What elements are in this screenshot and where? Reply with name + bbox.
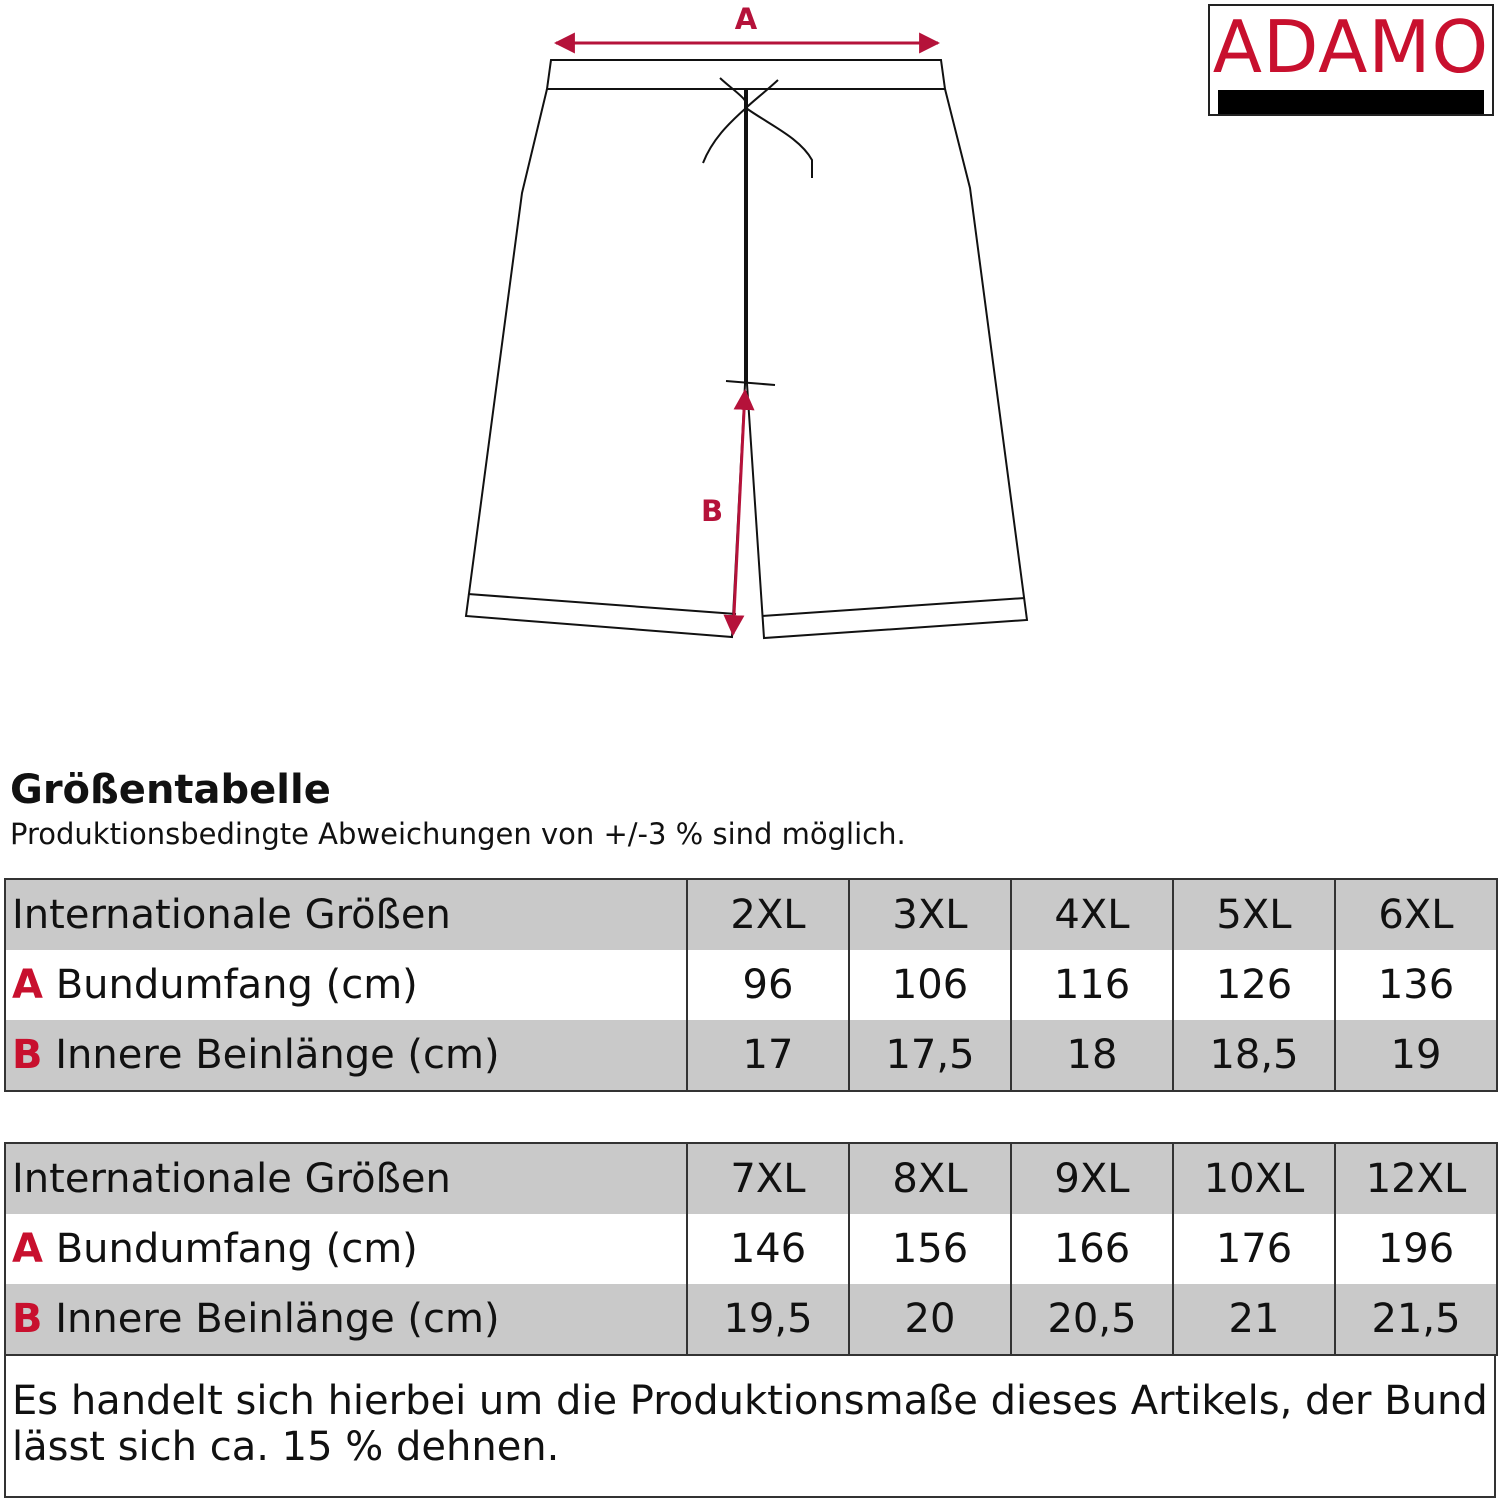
value-cell: 96 xyxy=(687,950,849,1020)
value-cell: 166 xyxy=(1011,1214,1173,1284)
value-cell: 18,5 xyxy=(1173,1020,1335,1091)
brand-logo xyxy=(1208,4,1494,116)
right-hem-line xyxy=(762,598,1025,616)
row-key-a: A xyxy=(12,1226,43,1272)
size-cell: 7XL xyxy=(687,1143,849,1214)
header-label: Internationale Größen xyxy=(5,1143,687,1214)
size-cell: 10XL xyxy=(1173,1143,1335,1214)
value-cell: 17 xyxy=(687,1020,849,1091)
label-b: B xyxy=(700,494,724,528)
value-cell: 17,5 xyxy=(849,1020,1011,1091)
value-cell: 116 xyxy=(1011,950,1173,1020)
brand-logo-bar xyxy=(1218,90,1484,114)
value-cell: 126 xyxy=(1173,950,1335,1020)
table-row-waist xyxy=(5,1214,1497,1284)
value-cell: 18 xyxy=(1011,1020,1173,1091)
value-cell: 196 xyxy=(1335,1214,1497,1284)
value-cell: 20,5 xyxy=(1011,1284,1173,1355)
value-cell: 19 xyxy=(1335,1020,1497,1091)
row-label-text: Innere Beinlänge (cm) xyxy=(55,1032,500,1078)
row-label-text: Innere Beinlänge (cm) xyxy=(55,1296,500,1342)
value-cell: 176 xyxy=(1173,1214,1335,1284)
value-cell: 136 xyxy=(1335,950,1497,1020)
row-label xyxy=(5,950,687,1020)
value-cell: 21 xyxy=(1173,1284,1335,1355)
size-cell: 4XL xyxy=(1011,879,1173,950)
table-header-row xyxy=(5,879,1497,950)
row-key-b: B xyxy=(12,1296,43,1342)
waistband-outline xyxy=(547,60,945,89)
drawstring xyxy=(746,80,812,178)
table-row-inseam xyxy=(5,1284,1497,1355)
value-cell: 106 xyxy=(849,950,1011,1020)
row-label-text: Bundumfang (cm) xyxy=(55,962,418,1008)
size-cell: 8XL xyxy=(849,1143,1011,1214)
size-cell: 9XL xyxy=(1011,1143,1173,1214)
row-key-a: A xyxy=(12,962,43,1008)
value-cell: 21,5 xyxy=(1335,1284,1497,1355)
page-subtitle: Produktionsbedingte Abweichungen von +/-3 % sind möglich. xyxy=(10,817,906,851)
value-cell: 146 xyxy=(687,1214,849,1284)
table-header-row xyxy=(5,1143,1497,1214)
row-label xyxy=(5,1214,687,1284)
table-row-inseam xyxy=(5,1020,1497,1091)
size-table-2 xyxy=(4,1142,1498,1356)
row-label xyxy=(5,1020,687,1091)
label-a: A xyxy=(734,2,758,36)
row-label xyxy=(5,1284,687,1355)
crotch-mark xyxy=(726,381,775,385)
brand-logo-text: ADAMO xyxy=(1212,5,1490,89)
drawstring xyxy=(703,78,747,163)
value-cell: 156 xyxy=(849,1214,1011,1284)
size-cell: 6XL xyxy=(1335,879,1497,950)
value-cell: 19,5 xyxy=(687,1284,849,1355)
row-key-b: B xyxy=(12,1032,43,1078)
size-cell: 2XL xyxy=(687,879,849,950)
table-row-waist xyxy=(5,950,1497,1020)
size-cell: 12XL xyxy=(1335,1143,1497,1214)
inseam-measure-arrow xyxy=(733,391,745,634)
value-cell: 20 xyxy=(849,1284,1011,1355)
size-cell: 5XL xyxy=(1173,879,1335,950)
left-hem-line xyxy=(468,594,736,614)
right-leg-outline xyxy=(747,89,1027,638)
row-label-text: Bundumfang (cm) xyxy=(55,1226,418,1272)
header-label: Internationale Größen xyxy=(5,879,687,950)
page-title: Größentabelle xyxy=(10,767,331,813)
stretch-note: Es handelt sich hierbei um die Produktionsmaße dieses Artikels, der Bund lässt sich ca. 15 % dehnen. xyxy=(4,1354,1496,1498)
size-cell: 3XL xyxy=(849,879,1011,950)
left-leg-outline xyxy=(466,89,745,637)
size-table-1 xyxy=(4,878,1498,1092)
